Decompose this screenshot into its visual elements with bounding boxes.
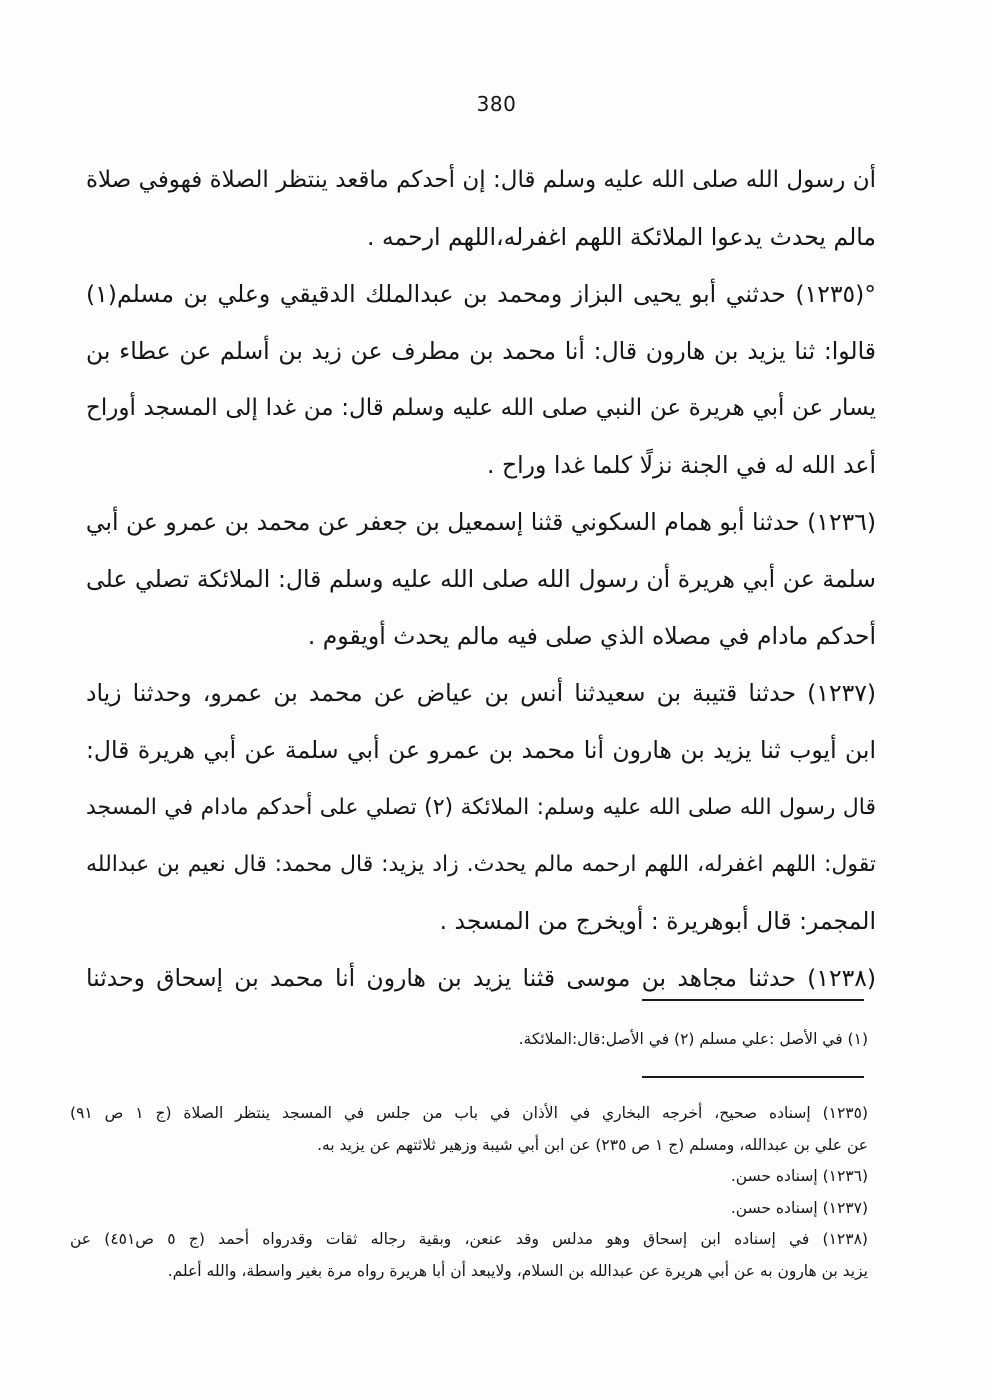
footnote-line: عن علي بن عبدالله، ومسلم (ج ١ ص ٢٣٥) عن ابن أبي شيبة وزهير ثلاثتهم عن يزيد به. bbox=[317, 1135, 868, 1154]
hadith-1238-line: (١٢٣٨) حدثنا مجاهد بن موسى قثنا يزيد بن هارون أنا محمد بن إسحاق وحدثنا bbox=[86, 964, 876, 992]
text-line: مالم يحدث يدعوا الملائكة اللهم اغفرله،اللهم ارحمه . bbox=[367, 223, 876, 251]
textual-footnotes bbox=[70, 1024, 868, 1056]
footnote-line: (١٢٣٥) إسناده صحيح، أخرجه البخاري في الأذان في باب من جلس في المسجد ينتظر الصلاة (ج ١ ص ٩١) bbox=[70, 1104, 868, 1122]
text-line: سلمة عن أبي هريرة أن رسول الله صلى الله عليه وسلم قال: الملائكة تصلي على bbox=[86, 565, 876, 593]
page-number: 380 bbox=[476, 92, 517, 116]
text-line: تقول: اللهم اغفرله، اللهم ارحمه مالم يحدث. زاد يزيد: قال محمد: قال نعيم بن عبدالله bbox=[86, 852, 876, 877]
text-line: أعد الله له في الجنة نزلًا كلما غدا وراح . bbox=[487, 451, 876, 479]
hadith-1237-line: (١٢٣٧) حدثنا قتيبة بن سعيدثنا أنس بن عياض عن محمد بن عمرو، وحدثنا زياد bbox=[86, 679, 876, 707]
text-line: ابن أيوب ثنا يزيد بن هارون أنا محمد بن عمرو عن أبي سلمة عن أبي هريرة قال: bbox=[86, 736, 876, 764]
hadith-1236-line: (١٢٣٦) حدثنا أبو همام السكوني قثنا إسمعيل بن جعفر عن محمد بن عمرو عن أبي bbox=[86, 508, 876, 536]
isnad-footnotes bbox=[70, 1098, 868, 1287]
footnote-line: يزيد بن هارون به عن أبي هريرة عن عبدالله بن السلام، ولايبعد أن أبا هريرة رواه مرة بغير واسطة، والله أعلم. bbox=[167, 1261, 868, 1280]
text-line: قالوا: ثنا يزيد بن هارون قال: أنا محمد بن مطرف عن زيد بن أسلم عن عطاء بن bbox=[86, 337, 876, 365]
text-line: يسار عن أبي هريرة عن النبي صلى الله عليه وسلم قال: من غدا إلى المسجد أوراح bbox=[86, 395, 876, 421]
footnote-line: (١٢٣٦) إسناده حسن. bbox=[730, 1167, 868, 1185]
footnote-line: (١٢٣٧) إسناده حسن. bbox=[730, 1198, 868, 1217]
hadith-1235-line: °(١٢٣٥) حدثني أبو يحيى البزاز ومحمد بن عبدالملك الدقيقي وعلي بن مسلم(١) bbox=[86, 280, 876, 308]
text-line: أحدكم مادام في مصلاه الذي صلى فيه مالم يحدث أويقوم . bbox=[307, 622, 876, 650]
footnote-line: (١٢٣٨) في إسناده ابن إسحاق وهو مدلس وقد عنعن، وبقية رجاله ثقات وقدرواه أحمد (ج ٥ ص٤٥١) عن bbox=[70, 1230, 868, 1248]
footnote-line: (١) في الأصل :علي مسلم (٢) في الأصل:قال:الملائكة. bbox=[518, 1030, 868, 1048]
text-line: المجمر: قال أبوهريرة : أويخرج من المسجد . bbox=[439, 907, 876, 935]
text-line: قال رسول الله صلى الله عليه وسلم: الملائكة (٢) تصلي على أحدكم مادام في المسجد bbox=[86, 795, 876, 820]
footnote-divider bbox=[642, 1076, 864, 1078]
text-line: أن رسول الله صلى الله عليه وسلم قال: إن أحدكم ماقعد ينتظر الصلاة فهوفي صلاة bbox=[86, 167, 876, 193]
footnote-divider bbox=[642, 999, 864, 1001]
main-text bbox=[86, 152, 876, 1007]
